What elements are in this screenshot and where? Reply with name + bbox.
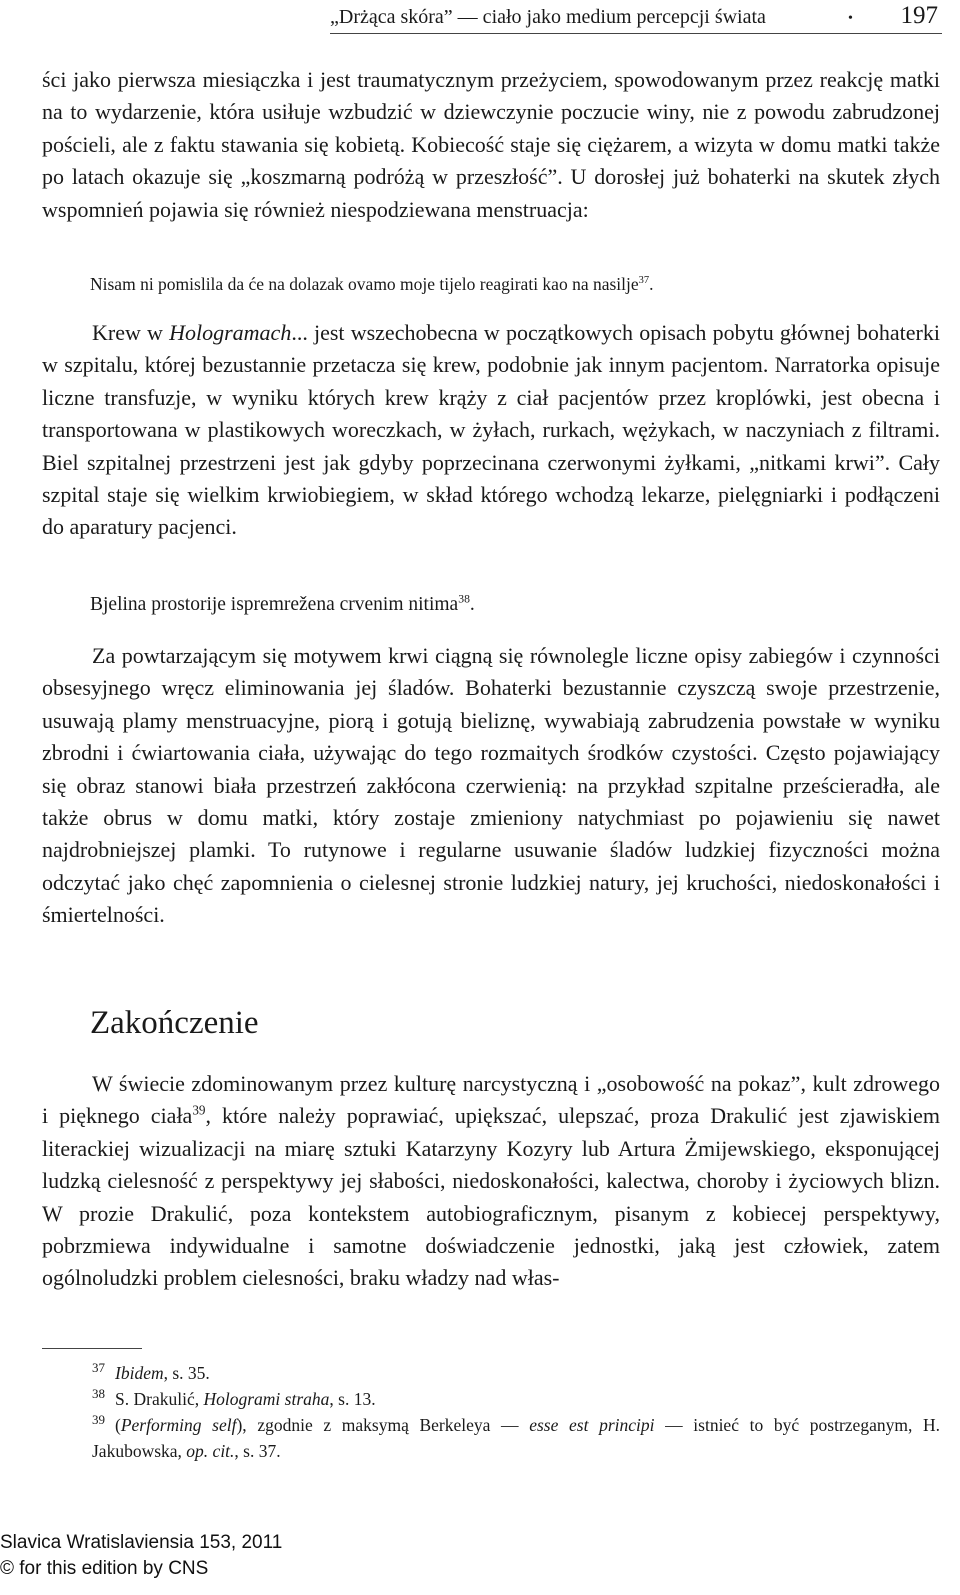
page-number: 197	[900, 2, 938, 29]
footnote-text: ), zgodnie z maksymą Berkeleya —	[236, 1415, 530, 1435]
footnote-text: (	[115, 1415, 121, 1435]
block-quote-1	[90, 272, 920, 296]
paragraph-3-text: Za powtarzającym się motywem krwi ciągną się równolegle liczne opisy zabiegów i czynności obsesyjnego wręcz eliminowania jej śladów. Bohaterki bezustannie czyszczą swoje przestrzenie, usuwają plamy menstruacyjne, piorą i gotują bieliznę, wywabiają zabrudzenia powstałe w wyniku zbrodni i ćwiartowania ciała, używając do tego rozmaitych środków czystości. Często pojawiający się obraz stanowi biała przestrzeń zakłócona czerwienią: na przykład szpitalne prześcieradła, ale także obrus w domu matki, który zostaje zmieniony natychmiast po pojawieniu się nawet najdrobniejszej plamki. To rutynowe i regularne usuwanie śladów ludzkiej fizyczności można odczytać jako chęć zapomnienia o cielesnej stronie ludzkiej natury, jej kruchości, niedoskonałości i śmiertelności.	[42, 643, 940, 928]
footnote-39	[42, 1412, 940, 1464]
footnote-italic: op. cit.	[186, 1441, 235, 1461]
paragraph-4-text	[42, 1068, 940, 1295]
footnote-number: 38	[92, 1386, 105, 1402]
quote-2-end: .	[469, 594, 475, 615]
footnote-text: , s. 37.	[234, 1441, 281, 1461]
running-header	[330, 4, 942, 36]
paragraph-3	[42, 640, 940, 932]
footnote-text: , s. 13.	[329, 1389, 376, 1409]
header-bullet: •	[848, 11, 853, 26]
copyright-notice: © for this edition by CNS	[0, 1558, 209, 1579]
imprint	[0, 1530, 282, 1582]
paragraph-4-start: W świecie zdominowanym przez kulturę narcystyczną i „osobowość na pokaz”, kult zdrowego i pięknego ciała	[42, 1071, 940, 1129]
section-heading: Zakończenie	[90, 1005, 259, 1041]
quote-1-text: Nisam ni pomislila da će na dolazak ovamo moje tijelo reagirati kao na nasilje	[90, 274, 639, 294]
block-quote-2	[90, 593, 920, 617]
footnote-ref-39[interactable]: 39	[192, 1103, 206, 1119]
paragraph-2-start: Krew w	[92, 320, 170, 345]
paragraph-1	[42, 64, 940, 226]
book-title-hologramach: Hologramach	[169, 320, 292, 345]
footnote-rule	[42, 1348, 142, 1349]
quote-1-end: .	[649, 274, 654, 294]
paragraph-1-text: ści jako pierwsza miesiączka i jest traumatycznym przeżyciem, spowodowanym przez reakcję matki na to wydarzenie, która usiłuje wzbudzić w dziewczynie poczucie winy, nie z powodu zabrudzonej pościeli, ale z faktu stawania się kobietą. Kobiecość staje się ciężarem, a wizyta w domu matki także po latach okazuje się „koszmarną podróżą w przeszłość”. U dorosłej już bohaterki na skutek złych wspomnień pojawia się również niespodziewana menstruacja:	[42, 67, 940, 222]
footnote-38	[42, 1386, 940, 1412]
footnote-italic: Hologrami straha	[203, 1389, 330, 1409]
paragraph-4	[42, 1068, 940, 1295]
footnote-text: S. Drakulić,	[115, 1389, 204, 1409]
paragraph-2	[42, 317, 940, 544]
running-title: „Drżąca skóra” — ciało jako medium percepcji świata	[330, 6, 766, 28]
footnote-37	[42, 1360, 940, 1386]
footnote-italic: Performing self	[120, 1415, 237, 1435]
paragraph-2-text	[42, 317, 940, 544]
footnote-text: — istnieć to być postrzeganym, H. Jakubowska,	[92, 1415, 940, 1461]
footnote-number: 39	[92, 1412, 105, 1428]
footnote-text: , s. 35.	[163, 1363, 210, 1383]
footnote-ref-38[interactable]: 38	[458, 592, 470, 606]
quote-2-text: Bjelina prostorije ispremrežena crvenim nitima	[90, 594, 459, 615]
header-rule	[330, 33, 942, 34]
paragraph-2-rest: ... jest wszechobecna w początkowych opisach pobytu głównej bohaterki w szpitalu, której bezustannie przetacza się krew, podobnie jak innym pacjentom. Narratorka opisuje liczne transfuzje, w wyniku których krew krąży z ciał pacjentów przez kroplówki, jest obecna i transportowana w plastikowych woreczkach, w żyłach, rurkach, wężykach, w naczyniach z filtrami. Biel szpitalnej przestrzeni jest jak gdyby poprzecinana czerwonymi żyłkami, „nitkami krwi”. Cały szpital staje się wielkim krwiobiegiem, w skład którego wchodzą lekarze, pielęgniarki i podłączeni do aparatury pacjenci.	[42, 320, 940, 540]
footnote-italic: esse est principi	[529, 1415, 655, 1435]
footnote-italic: Ibidem	[115, 1363, 164, 1383]
footnotes	[42, 1360, 940, 1464]
paragraph-4-rest: , które należy poprawiać, upiększać, ulepszać, proza Drakulić jest zjawiskiem literackiej wizualizacji na miarę sztuki Katarzyny Kozyry lub Artura Żmijewskiego, eksponującej ludzką cielesność z perspektywy jej słabości, niedoskonałości, kalectwa, choroby i życiowych blizn. W prozie Drakulić, poza kontekstem autobiograficznym, pisanym z kobiecej perspektywy, pobrzmiewa indywidualne i samotne doświadczenie jednostki, jaką jest człowiek, zatem ogólnoludzki problem cielesności, braku władzy nad włas-	[42, 1103, 940, 1291]
journal-citation: Slavica Wratislaviensia 153, 2011	[0, 1532, 283, 1553]
footnote-number: 37	[92, 1360, 105, 1376]
footnote-ref-37[interactable]: 37	[638, 275, 650, 287]
